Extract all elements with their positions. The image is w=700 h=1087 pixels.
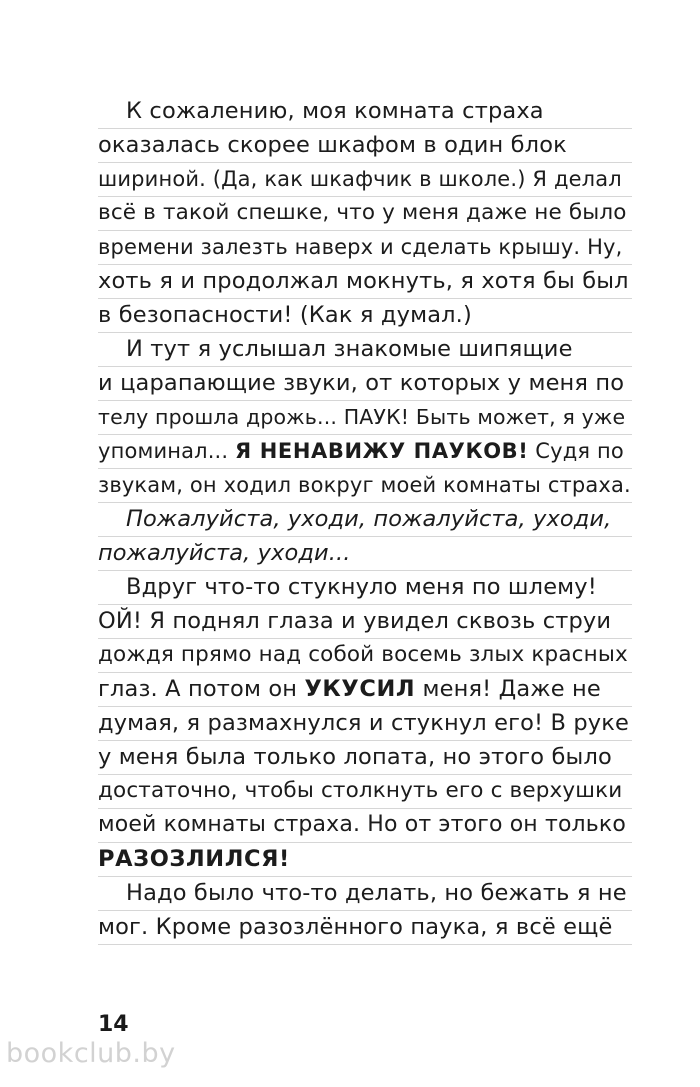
text-line — [98, 401, 632, 435]
line-text: Вдруг что-то стукнуло меня по шлему! — [126, 574, 597, 600]
line-text: звукам, он ходил вокруг моей комнаты страха. — [98, 473, 631, 497]
line-text: оказалась скорее шкафом в один блок — [98, 132, 567, 158]
line-text-part: упоминал... — [98, 439, 236, 463]
text-line — [98, 537, 632, 571]
text-line — [98, 775, 632, 809]
italic-line-text: Пожалуйста, уходи, пожалуйста, уходи, — [126, 506, 612, 532]
line-text-part: Судя по — [528, 439, 624, 463]
bold-text: Я НЕНАВИЖУ ПАУКОВ! — [235, 439, 529, 463]
line-text: в безопасности! (Как я думал.) — [98, 302, 472, 328]
text-line — [98, 197, 632, 231]
text-line — [98, 265, 632, 299]
italic-line-text: пожалуйста, уходи... — [98, 540, 351, 566]
text-line — [98, 367, 632, 401]
text-line — [98, 163, 632, 197]
text-line — [98, 333, 632, 367]
text-line — [98, 911, 632, 945]
line-text: шириной. (Да, как шкафчик в школе.) Я делал — [98, 167, 622, 191]
text-line — [98, 673, 632, 707]
text-line — [98, 605, 632, 639]
text-line — [98, 877, 632, 911]
line-text: дождя прямо над собой восемь злых красных — [98, 642, 628, 667]
text-line — [98, 231, 632, 265]
text-line — [98, 741, 632, 775]
line-text: думая, я размахнулся и стукнул его! В руке — [98, 710, 629, 736]
line-text: времени залезть наверх и сделать крышу. Ну, — [98, 235, 623, 259]
line-text: хоть я и продолжал мокнуть, я хотя бы был — [98, 268, 629, 294]
line-text — [98, 438, 624, 464]
line-text: достаточно, чтобы столкнуть его с верхушки — [98, 778, 623, 803]
line-text: и царапающие звуки, от которых у меня по — [98, 370, 625, 396]
text-line — [98, 843, 632, 877]
line-text: К сожалению, моя комната страха — [126, 98, 544, 124]
text-line — [98, 571, 632, 605]
bold-text: УКУСИЛ — [304, 676, 416, 702]
watermark: bookclub.by — [6, 1038, 176, 1069]
text-line — [98, 95, 632, 129]
line-text: ОЙ! Я поднял глаза и увидел сквозь струи — [98, 608, 612, 634]
line-text: Надо было что-то делать, но бежать я не — [126, 880, 627, 906]
line-text: телу прошла дрожь... ПАУК! Быть может, я уже — [98, 405, 626, 429]
text-line — [98, 707, 632, 741]
line-text: у меня была только лопата, но этого было — [98, 744, 612, 770]
line-text: всё в такой спешке, что у меня даже не было — [98, 200, 627, 225]
text-line — [98, 809, 632, 843]
text-line — [98, 299, 632, 333]
text-line — [98, 129, 632, 163]
line-text: моей комнаты страха. Но от этого он только — [98, 812, 626, 837]
line-text-part: глаз. А потом он — [98, 676, 305, 702]
text-line — [98, 639, 632, 673]
line-text: РАЗОЗЛИЛСЯ! — [98, 846, 290, 872]
text-line — [98, 435, 632, 469]
line-text: И тут я услышал знакомые шипящие — [126, 336, 573, 362]
page-number: 14 — [98, 1012, 129, 1037]
text-line — [98, 503, 632, 537]
line-text-part: меня! Даже не — [415, 676, 601, 702]
line-text: мог. Кроме разозлённого паука, я всё ещё — [98, 914, 613, 940]
text-line — [98, 469, 632, 503]
line-text — [98, 676, 601, 702]
